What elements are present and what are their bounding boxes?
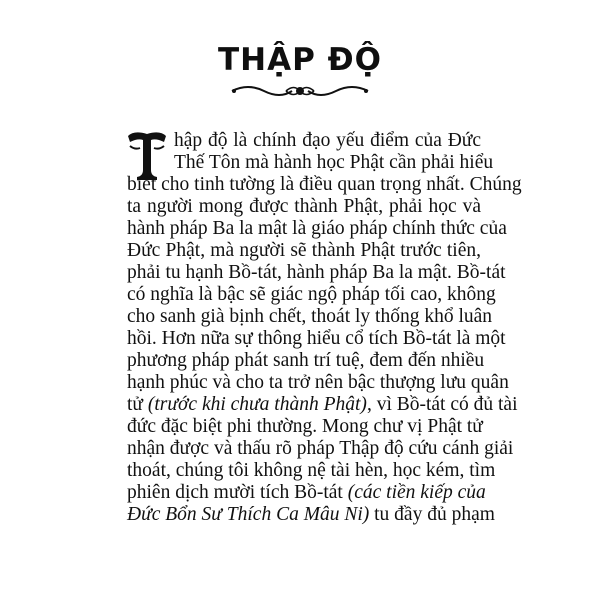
text-line	[127, 482, 486, 504]
text-span: phiên dịch mười tích Bồ-tát	[127, 482, 348, 503]
text-span: phải tu hạnh Bồ-tát, hành pháp Ba la mật. Bồ-tát	[127, 262, 506, 283]
text-span: biết cho tinh tường là điều quan trọng nhất. Chúng	[127, 174, 522, 195]
text-line	[127, 460, 496, 482]
text-span: phương pháp phát sanh trí tuệ, đem đến nhiều	[127, 350, 485, 371]
text-line	[127, 328, 506, 350]
text-line	[127, 372, 509, 394]
text-line	[174, 152, 494, 174]
ornament-divider	[228, 80, 372, 102]
text-line	[127, 196, 481, 218]
text-line	[174, 130, 481, 152]
text-span: hành pháp Ba la mật là giáo pháp chính thức của	[127, 218, 507, 239]
text-line	[127, 350, 485, 372]
text-span: thoát, chúng tôi không nệ tài hèn, học kém, tìm	[127, 460, 496, 481]
text-line	[127, 174, 522, 196]
dropcap-letter	[126, 130, 168, 180]
text-line	[127, 438, 514, 460]
text-span: tu đầy đủ phạm	[369, 504, 495, 525]
text-span: hạnh phúc và cho ta trở nên bậc thượng lưu quân	[127, 372, 509, 393]
text-line	[127, 394, 518, 416]
italic-text-span: (các tiền kiếp của	[347, 482, 486, 503]
text-span: hồi. Hơn nữa sự thông hiểu cổ tích Bồ-tát là một	[127, 328, 506, 349]
text-line	[127, 218, 507, 240]
text-line	[127, 306, 493, 328]
text-span: Thế Tôn mà hành học Phật cần phải hiểu	[174, 152, 494, 173]
text-line	[127, 262, 506, 284]
text-span: hập độ là chính đạo yếu điểm của Đức	[174, 130, 481, 151]
text-line	[127, 504, 495, 526]
text-line	[127, 284, 496, 306]
text-line	[127, 240, 481, 262]
text-span: Đức Phật, mà người sẽ thành Phật trước tiên,	[127, 240, 481, 261]
text-span: cho sanh già bịnh chết, thoát ly thống khổ luân	[127, 306, 493, 327]
italic-text-span: Đức Bổn Sư Thích Ca Mâu Ni)	[127, 504, 370, 525]
text-span: , vì Bồ-tát có đủ tài	[366, 394, 518, 415]
chapter-title: THẬP ĐỘ	[218, 42, 382, 78]
italic-text-span: (trước khi chưa thành Phật)	[147, 394, 367, 415]
text-line	[127, 416, 481, 438]
text-span: ta người mong được thành Phật, phải học và	[127, 196, 481, 217]
text-span: nhận được và thấu rõ pháp Thập độ cứu cánh giải	[127, 438, 514, 459]
text-span: đức đặc biệt phi thường. Mong chư vị Phật tử	[127, 416, 483, 437]
text-span: có nghĩa là bậc sẽ giác ngộ pháp tối cao, không	[127, 284, 496, 305]
text-span: tử	[127, 394, 148, 415]
